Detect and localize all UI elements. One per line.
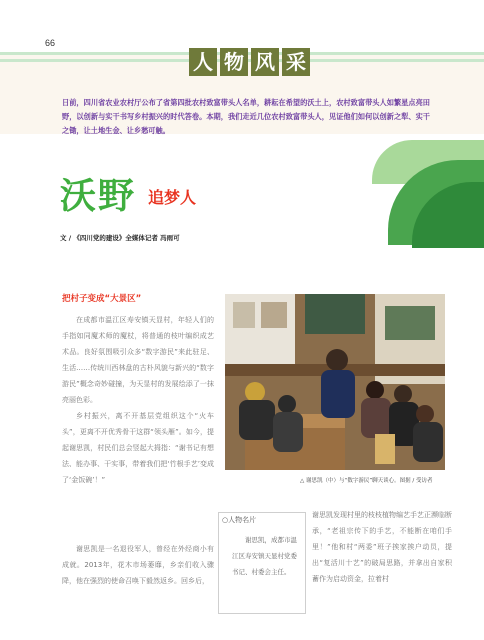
section-title-char: 人: [189, 48, 217, 76]
headline: 沃野: [60, 175, 137, 217]
body-paragraph: 谢思凯是一名退役军人，曾经在外经商小有成就。2013年，花木市场萎靡，乡亲们收入骤降，他在强烈的使命召唤下毅然返乡。回乡后，: [62, 545, 214, 585]
profile-text: 谢思凯，成都市温江区寿安镇天显村党委书记、村委会主任。: [232, 536, 297, 576]
section-heading: 把村子变成“大景区”: [62, 294, 142, 304]
body-paragraph: 在成都市温江区寿安镇天显村，年轻人们的手指如同魔术师的魔杖，将普通的枝叶编织成艺术品。良好氛围吸引众多“数字游民”来此驻足、生活……传统川西林盘的古朴风貌与新兴的“数字游民”概念奇妙碰撞，为天显村的发展绘添了一抹亮丽色彩。: [62, 316, 214, 404]
photo-illustration: [225, 294, 445, 470]
page-number: 66: [45, 38, 56, 48]
byline: 文 / 《四川党的建设》全媒体记者 冯雨可: [60, 234, 180, 242]
body-column-3: 谢思凯发现村里的枝枝植物编艺手艺正濒临断承，“老祖宗传下的手艺，不能断在咱们手里！”他和村“两委”班子挨家挨户动员，提出“复活川十艺”的破局思路，并拿出自家积蓄作为启动资金，拉着村: [312, 511, 452, 583]
body-paragraph: 乡村振兴，离不开基层党组织这个“火车头”，更离不开优秀骨干这群“领头雁”。如今，提起谢思凯，村民们总会竖起大拇指：“谢书记有想法、能办事、干实事，带着我们把‘竹根手艺’变成了‘金饭碗’！”: [62, 412, 214, 484]
profile-heading: ○人物名片: [222, 516, 257, 524]
section-title-char: 物: [220, 48, 248, 76]
intro-paragraph: 日前，四川省农业农村厅公布了省第四批农村致富带头人名单，耕耘在希望的沃土上，农村致富带头人如繁星点亮田野，以创新与实干书写乡村振兴的时代答卷。本期，我们走近几位农村致富带头人，见证他们如何以创新之犁、实干之锄，让土地生金、让乡愁可触。: [62, 98, 430, 135]
section-title: [189, 48, 310, 76]
article-photo: [225, 294, 445, 470]
section-title-char: 风: [251, 48, 279, 76]
section-title-char: 采: [282, 48, 310, 76]
photo-caption: △ 谢思凯（中）与“数字游民”聊天谈心。图据 / 受访者: [300, 478, 433, 484]
body-column-1: [62, 312, 214, 488]
subheadline: 追梦人: [148, 188, 197, 207]
